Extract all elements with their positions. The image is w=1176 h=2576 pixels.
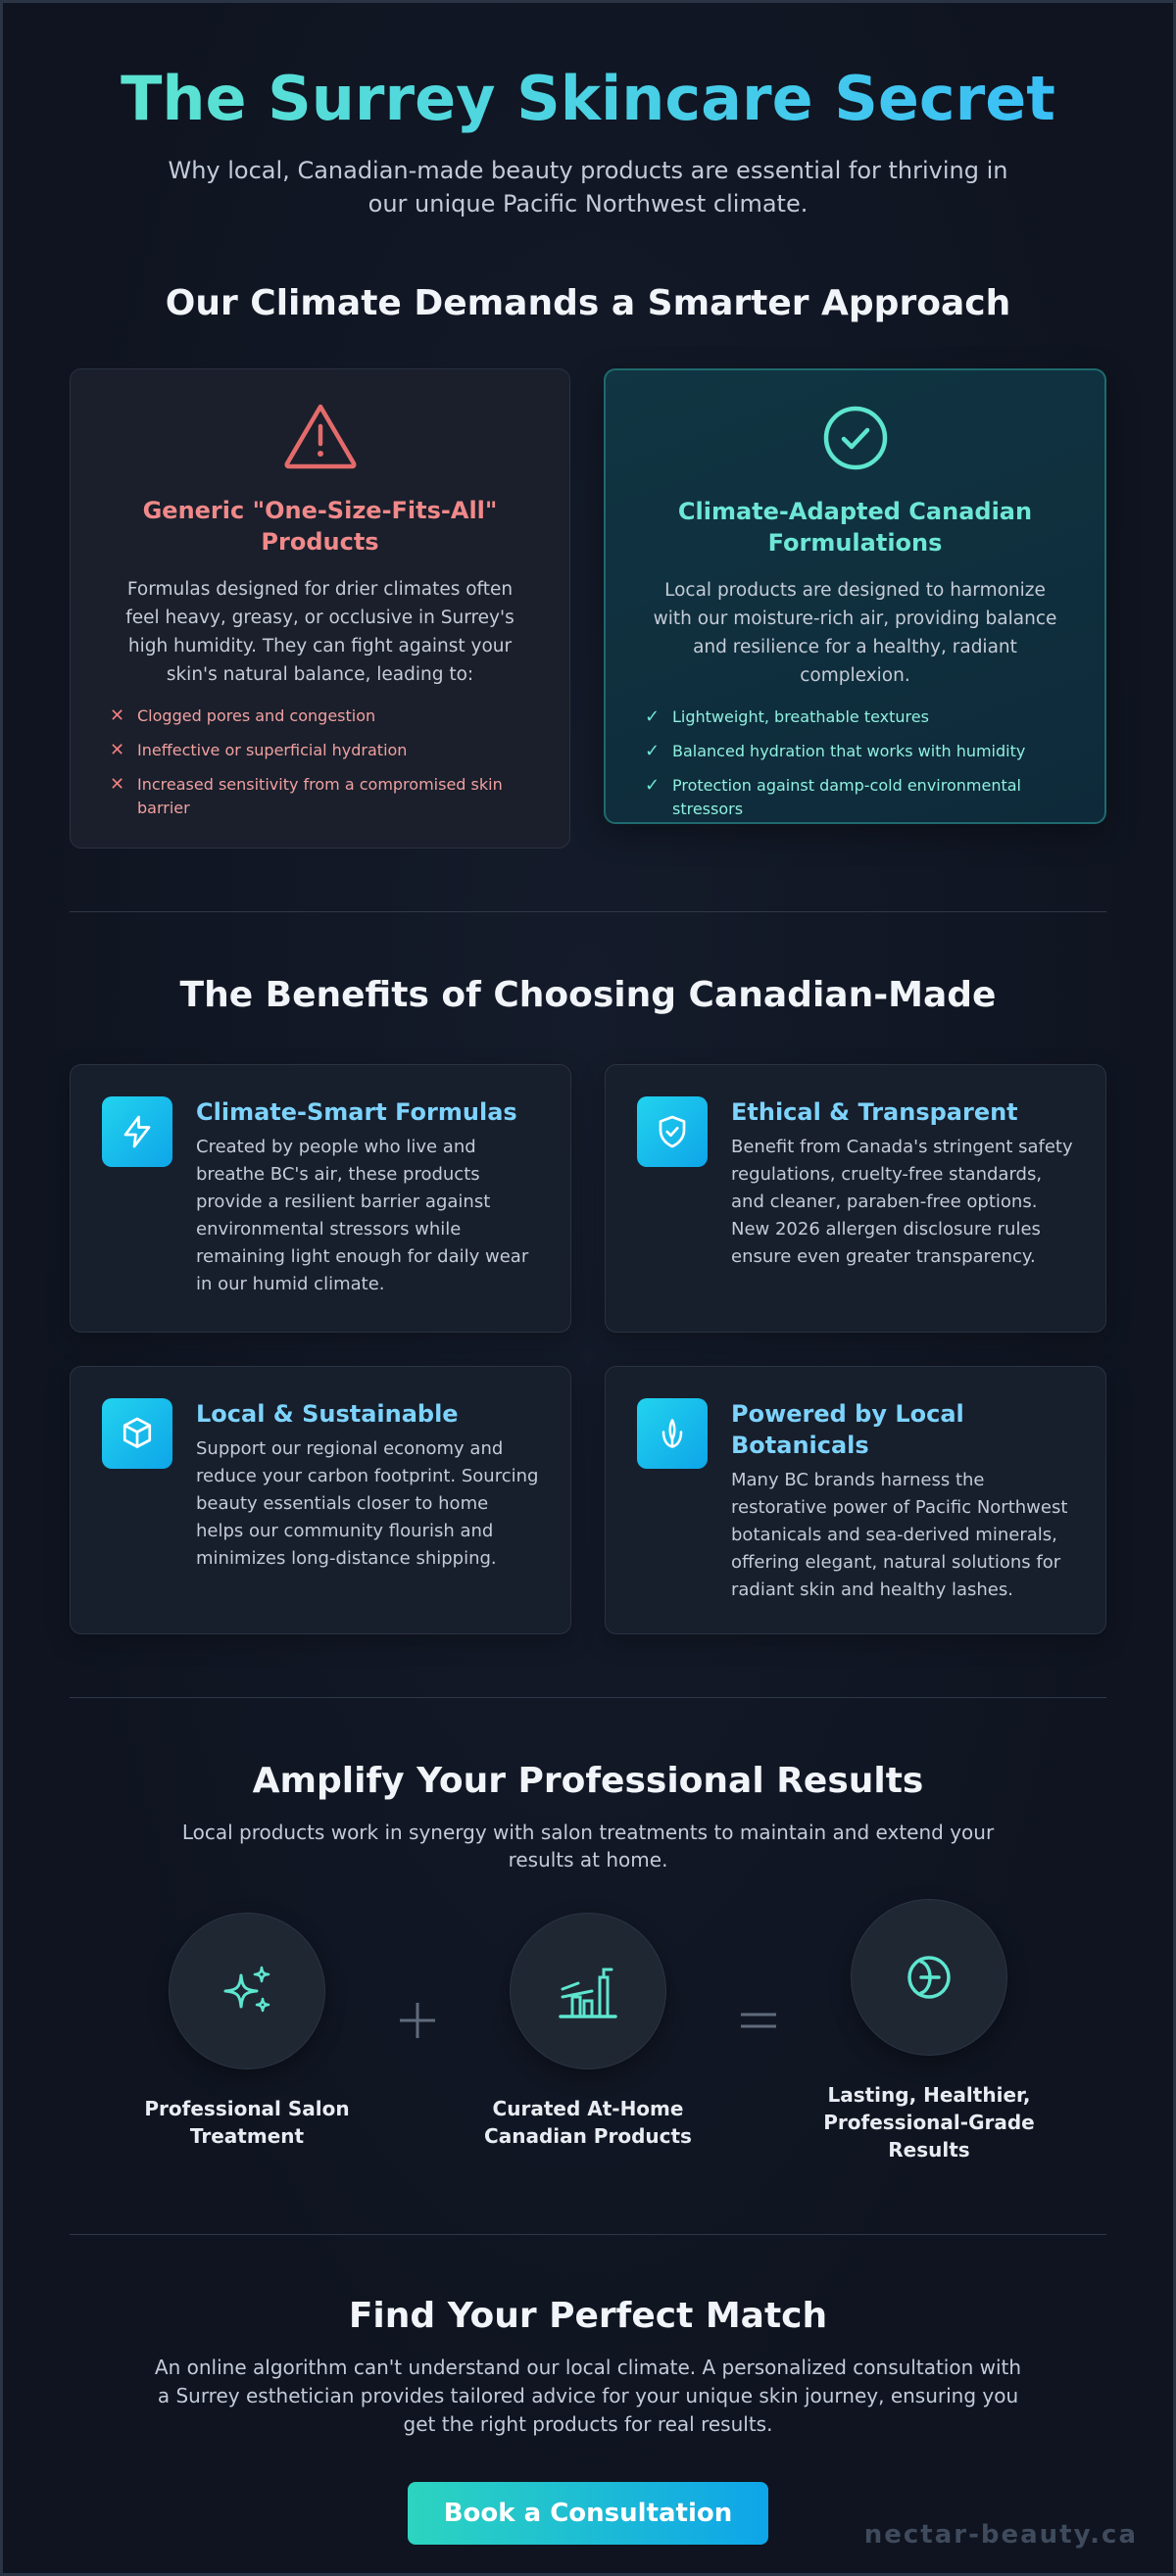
canadian-benefits-list (645, 705, 1065, 821)
cross-icon: ✕ (110, 740, 125, 760)
cross-icon: ✕ (110, 774, 125, 795)
step-lasting-results (811, 1899, 1047, 2163)
generic-card-title: Generic "One-Size-Fits-All" Products (142, 497, 498, 556)
checkmark-icon: ✓ (645, 706, 661, 727)
list-item: ✕ Ineffective or superficial hydration (110, 740, 408, 760)
benefit-card-botanicals (605, 1366, 1106, 1634)
canadian-card-title: Climate-Adapted Canadian Formulations (677, 498, 1033, 557)
canadian-card-description: Local products are designed to harmonize with our moisture-rich air, providing balance and resilience for a healthy, radiant complexion. (653, 580, 1057, 686)
book-consultation-button[interactable]: Book a Consultation (408, 2482, 768, 2545)
hero (70, 3, 1106, 220)
cross-icon: ✕ (110, 705, 125, 726)
step-at-home-products (470, 1913, 706, 2150)
climate-comparison (70, 368, 1106, 849)
results-section-title: Amplify Your Professional Results (252, 1761, 924, 1801)
section-divider (70, 1697, 1106, 1698)
list-item: ✕ Clogged pores and congestion (110, 705, 376, 726)
list-item: ✕ Increased sensitivity from a compromised skin barrier (110, 773, 530, 820)
benefit-title: Powered by Local Botanicals (731, 1400, 964, 1459)
generic-problems-list (110, 705, 530, 820)
benefit-title: Climate-Smart Formulas (196, 1098, 517, 1126)
lightning-icon (102, 1096, 172, 1167)
page-subtitle: Why local, Canadian-made beauty products are essential for thriving in our unique Pacific Northwest climate. (168, 157, 1008, 218)
sparkles-icon (169, 1913, 325, 2069)
products-icon (510, 1913, 666, 2069)
benefit-card-local (70, 1366, 571, 1634)
check-circle-icon (645, 404, 1065, 474)
step-label: Lasting, Healthier, Professional-Grade Results (823, 2083, 1035, 2162)
warning-triangle-icon (110, 403, 530, 473)
benefit-card-climate-smart (70, 1064, 571, 1333)
benefits-grid (70, 1064, 1106, 1634)
step-label: Professional Salon Treatment (144, 2097, 350, 2148)
botanical-icon (637, 1398, 708, 1469)
canadian-products-card (604, 368, 1106, 824)
watermark: nectar-beauty.ca (863, 2520, 1138, 2550)
results-subtitle: Local products work in synergy with salon treatments to maintain and extend your results at home. (181, 1821, 995, 1871)
benefit-text: Many BC brands harness the restorative power of Pacific Northwest botanicals and sea-derived minerals, offering elegant, natural solutions for radiant skin and healthy lashes. (731, 1470, 1068, 1600)
checkmark-icon: ✓ (645, 741, 661, 761)
list-item: ✓ Balanced hydration that works with humidity (645, 741, 1026, 761)
benefit-card-ethical (605, 1064, 1106, 1333)
plus-icon (365, 1942, 470, 2099)
list-item: ✓ Protection against damp-cold environmental stressors (645, 774, 1065, 821)
generic-card-description: Formulas designed for drier climates often feel heavy, greasy, or occlusive in Surrey's high humidity. They can fight against your skin's natural balance, leading to: (125, 579, 514, 685)
benefit-text: Support our regional economy and reduce your carbon footprint. Sourcing beauty essentials closer to home helps our community flourish and minimizes long-distance shipping. (196, 1438, 539, 1569)
list-item: ✓ Lightweight, breathable textures (645, 706, 929, 727)
match-text: An online algorithm can't understand our local climate. A personalized consultation with a Surrey esthetician provides tailored advice for your unique skin journey, ensuring you get the right products for real results. (154, 2356, 1022, 2436)
match-section-title: Find Your Perfect Match (348, 2296, 828, 2336)
step-salon-treatment (129, 1913, 365, 2150)
equals-icon (706, 1942, 811, 2099)
section-divider (70, 911, 1106, 912)
page-title: The Surrey Skincare Secret (70, 64, 1106, 134)
step-label: Curated At-Home Canadian Products (484, 2097, 692, 2148)
generic-products-card (70, 368, 570, 849)
shield-check-icon (637, 1096, 708, 1167)
benefit-title: Local & Sustainable (196, 1400, 459, 1428)
box-icon (102, 1398, 172, 1469)
checkmark-icon: ✓ (645, 775, 661, 796)
benefit-title: Ethical & Transparent (731, 1098, 1018, 1126)
benefits-section-title: The Benefits of Choosing Canadian-Made (179, 975, 997, 1015)
lasting-results-icon (851, 1899, 1007, 2056)
results-equation (70, 1913, 1106, 2163)
benefit-text: Created by people who live and breathe BC's air, these products provide a resilient barrier against environmental stressors while remaining light enough for daily wear in our humid climate. (196, 1137, 529, 1294)
section-divider (70, 2234, 1106, 2235)
benefit-text: Benefit from Canada's stringent safety regulations, cruelty-free standards, and cleaner, paraben-free options. New 2026 allergen disclosure rules ensure even greater transparency. (731, 1137, 1073, 1267)
climate-section-title: Our Climate Demands a Smarter Approach (165, 283, 1011, 323)
